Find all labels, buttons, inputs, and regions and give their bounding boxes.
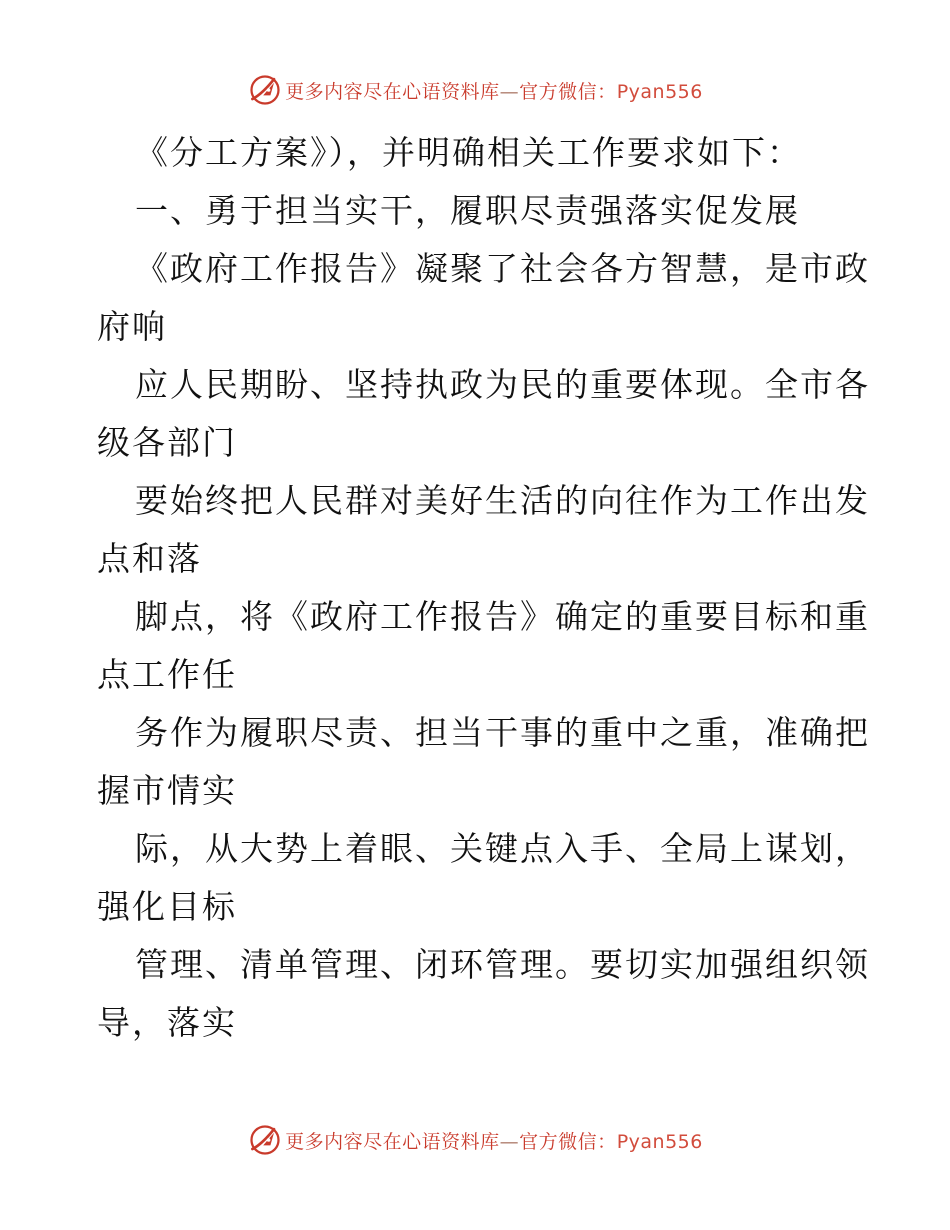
- watermark-text: [285, 1127, 703, 1154]
- text-line: 强化目标: [97, 887, 237, 926]
- document-body: [97, 124, 870, 1052]
- text-line: 《分工方案》），并明确相关工作要求如下：: [135, 133, 802, 172]
- text-line: 务作为履职尽责、担当干事的重中之重，准确把: [135, 713, 870, 752]
- watermark-separator: —: [499, 80, 520, 103]
- text-line: 导，落实: [97, 1003, 237, 1042]
- text-line: 要始终把人民群对美好生活的向往作为工作出发: [135, 481, 870, 520]
- pen-nib-logo-icon: [247, 72, 283, 108]
- watermark-text: [285, 77, 703, 104]
- section-heading: 一、勇于担当实干，履职尽责强落实促发展: [135, 191, 800, 230]
- watermark-separator: —: [499, 1130, 520, 1153]
- text-line: 际，从大势上着眼、关键点入手、全局上谋划，: [135, 829, 870, 868]
- text-line: 管理、清单管理、闭环管理。要切实加强组织领: [135, 945, 870, 984]
- text-line: 点和落: [97, 539, 202, 578]
- text-line: 级各部门: [97, 423, 237, 462]
- watermark-slogan: 更多内容尽在心语资料库: [285, 80, 500, 103]
- watermark-slogan: 更多内容尽在心语资料库: [285, 1130, 500, 1153]
- pen-nib-logo-icon: [247, 1122, 283, 1158]
- header-watermark: [0, 70, 950, 110]
- footer-watermark: [0, 1120, 950, 1160]
- text-line: 应人民期盼、坚持执政为民的重要体现。全市各: [135, 365, 870, 404]
- watermark-wechat-label: 官方微信：: [519, 80, 617, 103]
- watermark-wechat-id: Pyan556: [616, 1130, 703, 1153]
- watermark-wechat-id: Pyan556: [616, 80, 703, 103]
- text-line: 《政府工作报告》凝聚了社会各方智慧，是市政: [135, 249, 870, 288]
- text-line: 握市情实: [97, 771, 237, 810]
- watermark-wechat-label: 官方微信：: [519, 1130, 617, 1153]
- text-line: 脚点，将《政府工作报告》确定的重要目标和重: [135, 597, 870, 636]
- text-line: 府响: [97, 307, 167, 346]
- text-line: 点工作任: [97, 655, 237, 694]
